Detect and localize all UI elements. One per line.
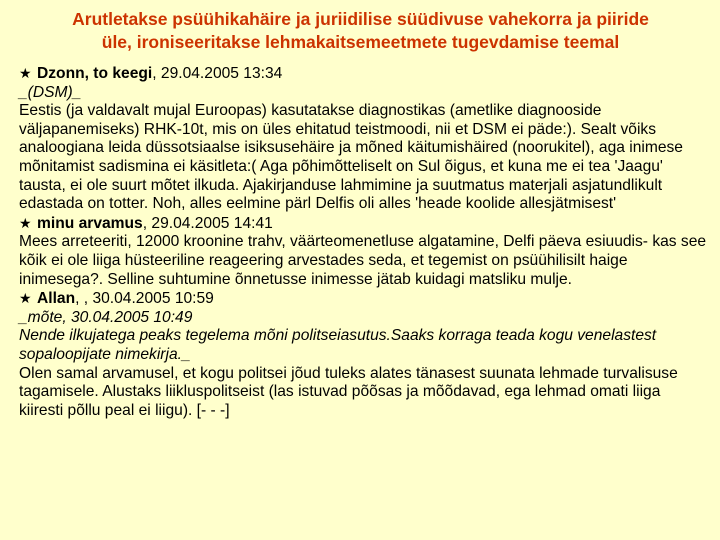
comment-datetime: , , 30.04.2005 10:59 [75, 290, 214, 308]
star-icon: ★ [19, 290, 32, 307]
comment-author[interactable]: Dzonn [37, 65, 85, 82]
comment-body [19, 84, 708, 214]
comment-post [19, 214, 708, 289]
quote-text: Nende ilkujatega peaks tegelema mõni politseiasutus.Saaks korraga teada kogu venelastest sopaloopijate nimekirja._ [19, 327, 657, 363]
star-icon: ★ [19, 214, 32, 231]
comment-post [19, 64, 708, 214]
star-icon: ★ [19, 65, 32, 81]
comment-paragraph: Olen samal arvamusel, et kogu politsei jõud tuleks alates tänasest suunata lehmade turvalisuse tagamisele. Alustaks liikluspolitseist (las istuvad põõsas ja mõõdavad, ega lehmad omati liiga kiiresti põllu peal ei liigu). [- - -] [19, 364, 678, 419]
comment-paragraph: Eestis (ja valdavalt mujal Euroopas) kasutatakse diagnostikas (ametlike diagnooside väljapanemiseks) RHK-10t, mis on üles ehitatud teistmoodi, nii et DSM ei päde:). Sealt võiks analoogiana leida düssotsiaalse isiksusehäire ja mõned käitumishäired (noorukitel), aga inimese mõnitamist sadismina ei käsitleta:( Aga põhimõtteliselt on Sul õigus, et kuna me ei tea 'Jaagu' tausta, ei ole suurt mõtet ilkuda. Ajakirjanduse lahmimine ja suutmatus materjali asjatundlikult edastada on totter. Noh, alles eelmine pärl Delfis oli alles 'heade koolide allesjätmisest' [19, 102, 683, 213]
comment-thread [19, 64, 708, 420]
comment-header [19, 64, 708, 84]
page-title [19, 8, 708, 54]
comment-post [19, 289, 708, 420]
comment-author[interactable]: Allan [37, 290, 76, 308]
comment-body [19, 309, 708, 421]
comment-datetime: , 29.04.2005 14:41 [142, 214, 273, 232]
comment-recipient-prefix: , to [84, 65, 113, 82]
comment-header [19, 289, 708, 309]
page-title-line-1: Arutletakse psüühikahäire ja juriidilise süüdivuse vahekorra ja piiride [72, 9, 649, 29]
comment-header [19, 214, 708, 234]
page-title-line-2: üle, ironiseeritakse lehmakaitsemeetmete tugevdamise teemal [101, 32, 620, 52]
comment-author[interactable]: minu arvamus [37, 214, 143, 232]
comment-subject: _(DSM)_ [19, 83, 82, 101]
comment-datetime: , 29.04.2005 13:34 [152, 65, 283, 82]
comment-paragraph: Mees arreteeriti, 12000 kroonine trahv, väärteomenetluse algatamine, Delfi päeva esiuudis- kas see kõik ei ole liiga hüsteeriline reageering arvestades seda, et tegemist on psüühilisilt haige inimesega?. Selline suhtumine õnnetusse inimesse jätab kuidagi matsliku mulje. [19, 233, 707, 288]
quote-reference: _mõte, 30.04.2005 10:49 [19, 308, 193, 326]
comment-recipient[interactable]: keegi [112, 65, 153, 82]
comment-body [19, 233, 708, 289]
